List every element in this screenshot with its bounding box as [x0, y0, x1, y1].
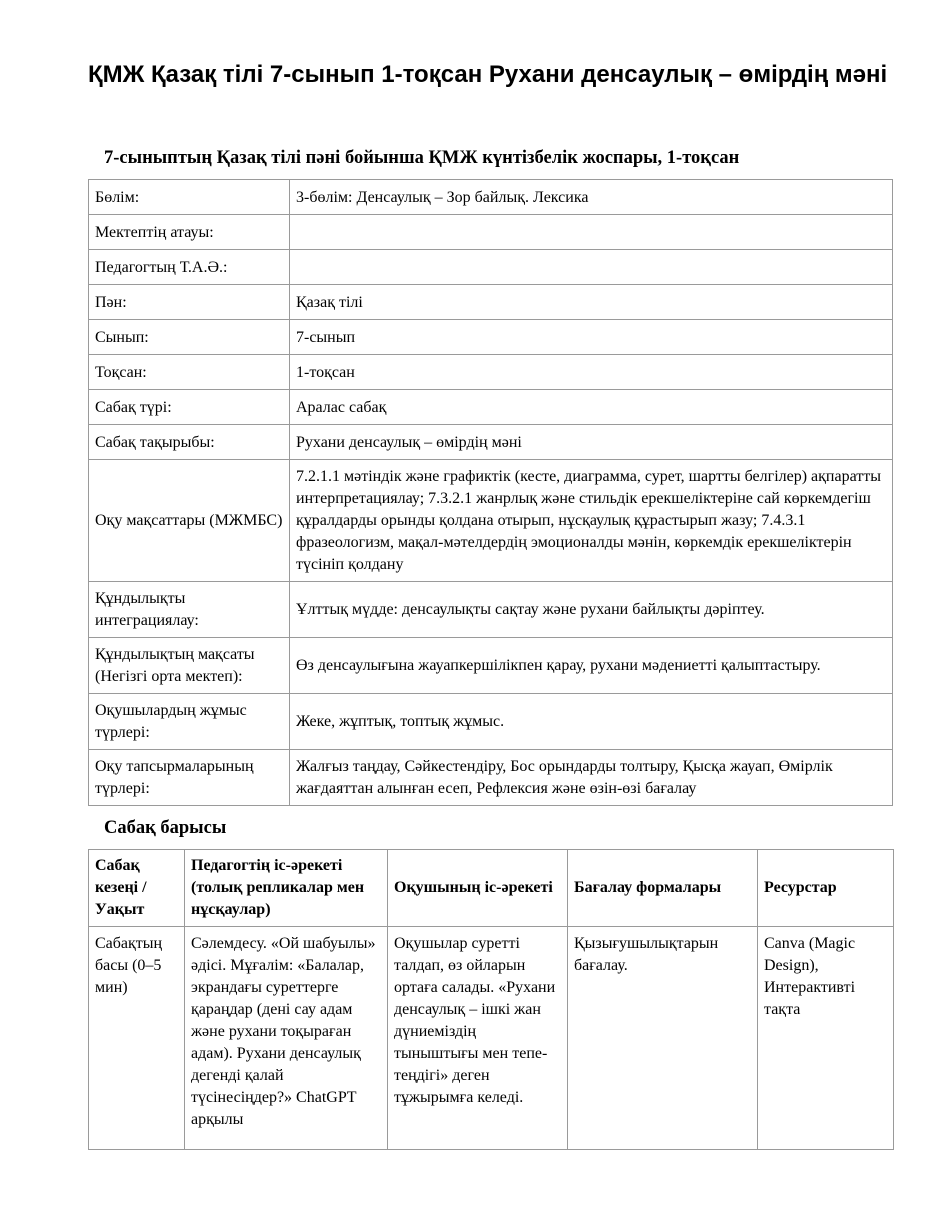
info-value: 7-сынып: [290, 320, 893, 355]
info-row: [89, 355, 893, 390]
info-label: Оқу мақсаттары (МЖМБС): [89, 460, 290, 582]
info-value: [290, 250, 893, 285]
info-row: [89, 638, 893, 694]
info-value: 1-тоқсан: [290, 355, 893, 390]
info-value: Рухани денсаулық – өмірдің мәні: [290, 425, 893, 460]
info-value: [290, 215, 893, 250]
info-value: Жеке, жұптық, топтық жұмыс.: [290, 694, 893, 750]
info-row: [89, 250, 893, 285]
info-value: Аралас сабақ: [290, 390, 893, 425]
info-row: [89, 750, 893, 806]
info-row: [89, 390, 893, 425]
info-value: Ұлттық мүдде: денсаулықты сақтау және рухани байлықты дәріптеу.: [290, 582, 893, 638]
info-value: Қазақ тілі: [290, 285, 893, 320]
lesson-table: [88, 849, 894, 1150]
lesson-header-cell: Педагогтің іс-әрекеті (толық репликалар мен нұсқаулар): [185, 850, 388, 927]
info-label: Мектептің атауы:: [89, 215, 290, 250]
info-label: Құндылықты интеграциялау:: [89, 582, 290, 638]
info-label: Сабақ түрі:: [89, 390, 290, 425]
plan-info-table: [88, 179, 893, 806]
lesson-header-cell: Ресурстар: [758, 850, 894, 927]
info-row: [89, 582, 893, 638]
lesson-cell: Қызығушылықтарын бағалау.: [568, 927, 758, 1150]
lesson-cell: Сабақтың басы (0–5 мин): [89, 927, 185, 1150]
plan-heading: 7-сыныптың Қазақ тілі пәні бойынша ҚМЖ күнтізбелік жоспары, 1-тоқсан: [104, 148, 740, 168]
lesson-header-cell: Оқушының іс-әрекеті: [388, 850, 568, 927]
lesson-cell: Сәлемдесу. «Ой шабуылы» әдісі. Мұғалім: «Балалар, экрандағы суреттерге қараңдар (дені сау адам және рухани тоқыраған адам). Рухани денсаулық дегенді қалай түсінесіңдер?» ChatGPT арқылы: [185, 927, 388, 1150]
info-value: 3-бөлім: Денсаулық – Зор байлық. Лексика: [290, 180, 893, 215]
info-label: Құндылықтың мақсаты (Негізгі орта мектеп):: [89, 638, 290, 694]
info-row: [89, 694, 893, 750]
lesson-row: [89, 927, 894, 1150]
info-label: Бөлім:: [89, 180, 290, 215]
lesson-header-cell: Сабақ кезеңі / Уақыт: [89, 850, 185, 927]
info-label: Сабақ тақырыбы:: [89, 425, 290, 460]
lesson-header-row: [89, 850, 894, 927]
info-row: [89, 320, 893, 355]
info-label: Оқу тапсырмаларының түрлері:: [89, 750, 290, 806]
info-value: Өз денсаулығына жауапкершілікпен қарау, рухани мәдениетті қалыптастыру.: [290, 638, 893, 694]
info-label: Педагогтың Т.А.Ә.:: [89, 250, 290, 285]
lesson-cell: Canva (Magic Design), Интерактивті тақта: [758, 927, 894, 1150]
info-label: Оқушылардың жұмыс түрлері:: [89, 694, 290, 750]
info-row: [89, 285, 893, 320]
document-title: ҚМЖ Қазақ тілі 7-сынып 1-тоқсан Рухани денсаулық – өмірдің мәні: [88, 61, 888, 88]
course-heading: Сабақ барысы: [104, 818, 227, 838]
info-label: Сынып:: [89, 320, 290, 355]
info-label: Тоқсан:: [89, 355, 290, 390]
info-value: 7.2.1.1 мәтіндік және графиктік (кесте, диаграмма, сурет, шартты белгілер) ақпаратты интерпретациялау; 7.3.2.1 жанрлық және стильдік ерекшеліктеріне сай көркемдегіш құралдарды орынды қолдана отырып, нұсқаулық құрастырып жазу; 7.4.3.1 фразеологизм, мақал-мәтелдердің эмоционалды мәнін, көркемдік ерекшеліктерін түсініп қолдану: [290, 460, 893, 582]
info-value: Жалғыз таңдау, Сәйкестендіру, Бос орындарды толтыру, Қысқа жауап, Өмірлік жағдаяттан алынған есеп, Рефлексия және өзін-өзі бағалау: [290, 750, 893, 806]
info-row: [89, 460, 893, 582]
info-row: [89, 215, 893, 250]
info-row: [89, 180, 893, 215]
info-row: [89, 425, 893, 460]
lesson-cell: Оқушылар суретті талдап, өз ойларын ортаға салады. «Рухани денсаулық – ішкі жан дүниеміздің тыныштығы мен тепе-теңдігі» деген тұжырымға келеді.: [388, 927, 568, 1150]
info-label: Пән:: [89, 285, 290, 320]
lesson-header-cell: Бағалау формалары: [568, 850, 758, 927]
